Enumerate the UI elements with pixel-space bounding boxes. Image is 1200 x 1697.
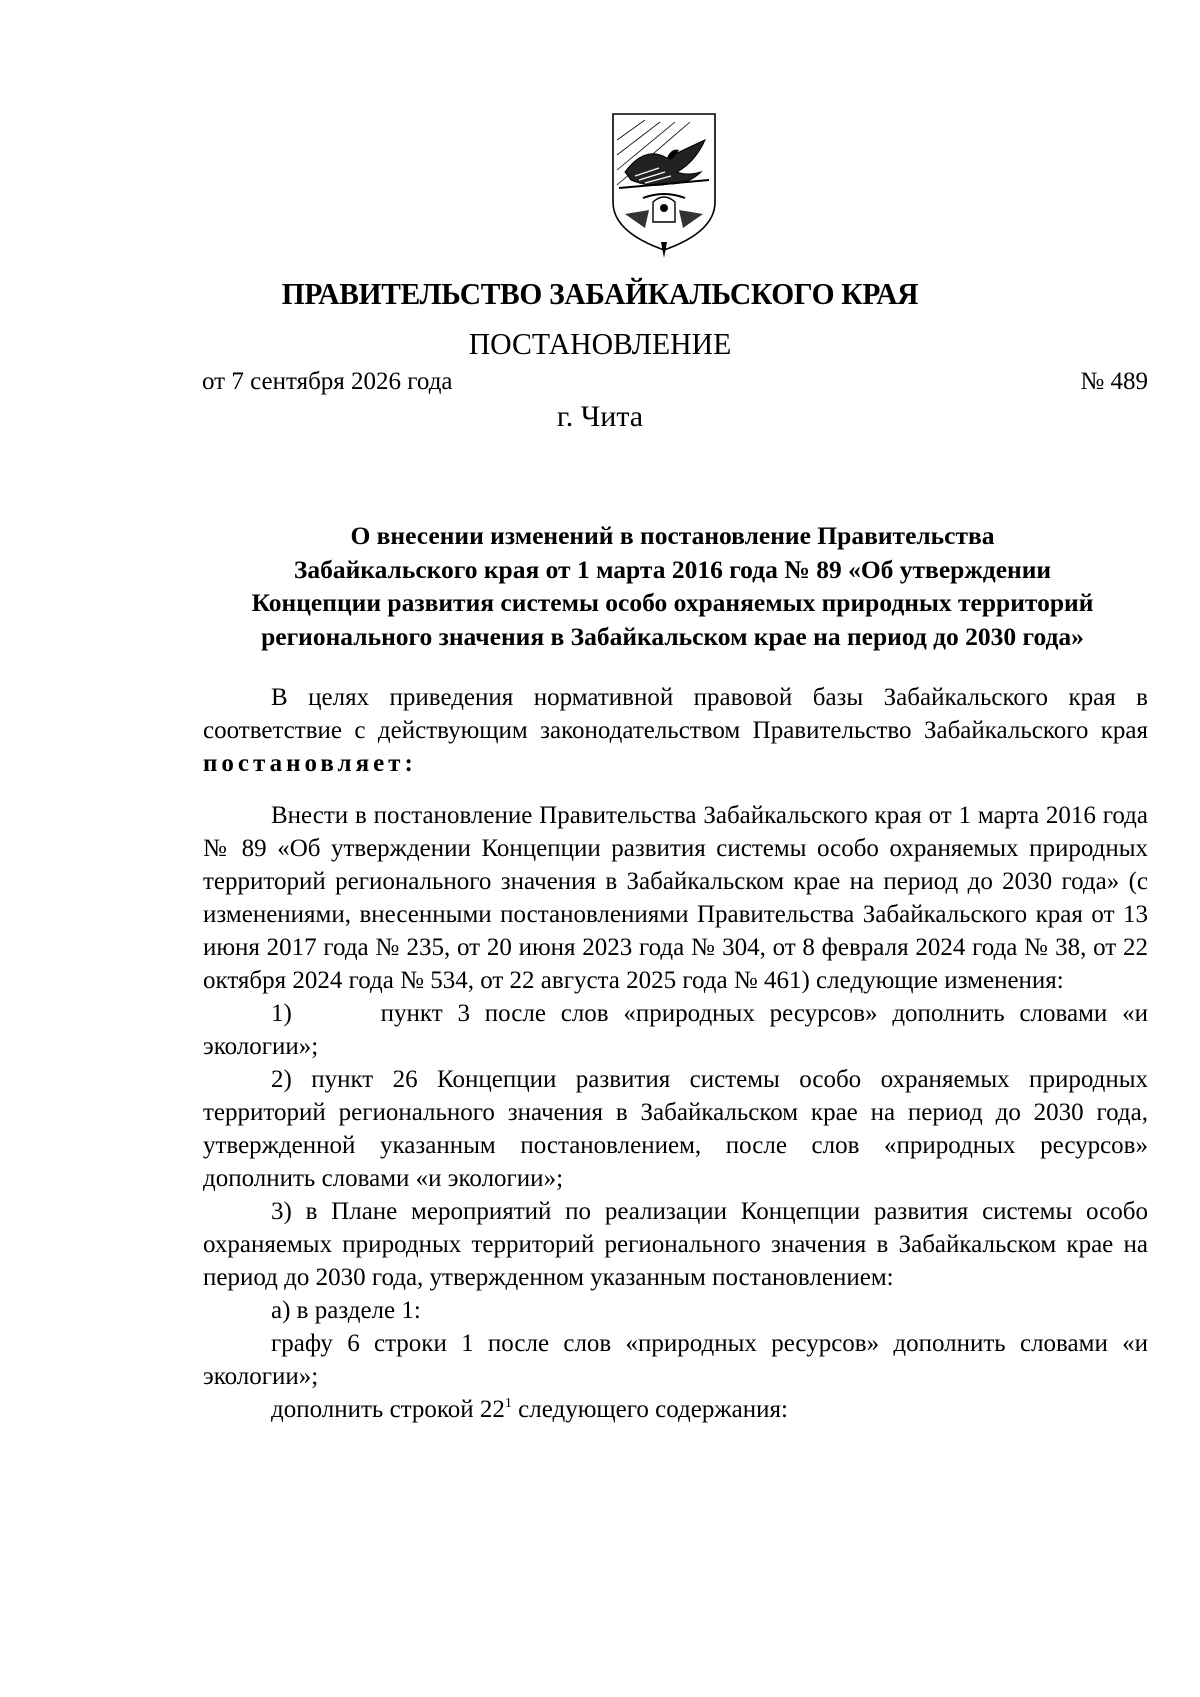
heading-line: О внесении изменений в постановление Правительства xyxy=(350,521,995,550)
document-date: от 7 сентября 2026 года xyxy=(202,368,453,395)
document-type: ПОСТАНОВЛЕНИЕ xyxy=(468,326,732,361)
coat-of-arms-icon xyxy=(605,110,723,260)
document-heading xyxy=(200,519,1145,653)
amendment-item-1: 1) пункт 3 после слов «природных ресурсов» дополнить словами «и экологии»; xyxy=(203,1000,1148,1060)
row-superscript: 1 xyxy=(504,1396,512,1411)
subitem-a-change-2 xyxy=(203,1393,1148,1426)
decree-word: постановляет: xyxy=(203,750,417,777)
heading-line: Концепции развития системы особо охраняемых природных территорий xyxy=(251,588,1094,617)
amendment-item-3: 3) в Плане мероприятий по реализации Концепции развития системы особо охраняемых природных территорий регионального значения в Забайкальском крае на период до 2030 года, утвержденном указанным постановлением: xyxy=(203,1198,1148,1291)
organization-title: ПРАВИТЕЛЬСТВО ЗАБАЙКАЛЬСКОГО КРАЯ xyxy=(281,276,919,311)
document-city: г. Чита xyxy=(556,400,644,433)
subitem-a: а) в разделе 1: xyxy=(271,1297,421,1324)
amendments-intro: Внести в постановление Правительства Забайкальского края от 1 марта 2016 года № 89 «Об утверждении Концепции развития системы особо охраняемых природных территорий регионального значения в Забайкальском крае на период до 2030 года» (с изменениями, внесенными постановлениями Правительства Забайкальского края от 13 июня 2017 года № 235, от 20 июня 2023 года № 304, от 8 февраля 2024 года № 38, от 22 октября 2024 года № 534, от 22 августа 2025 года № 461) следующие изменения: xyxy=(203,802,1148,994)
document-number: № 489 xyxy=(1080,368,1148,395)
preamble-paragraph xyxy=(203,681,1148,780)
amendment-item-2: 2) пункт 26 Концепции развития системы особо охраняемых природных территорий регионального значения в Забайкальском крае на период до 2030 года, утвержденной указанным постановлением, после слов «природных ресурсов» дополнить словами «и экологии»; xyxy=(203,1066,1148,1192)
preamble-text: В целях приведения нормативной правовой базы Забайкальского края в соответствие с действующим законодательством Правительство Забайкальского края xyxy=(203,684,1148,744)
heading-line: регионального значения в Забайкальском крае на период до 2030 года» xyxy=(261,621,1084,651)
amendments-section xyxy=(203,799,1148,1426)
subitem-a-change-2-text: дополнить строкой 22 xyxy=(271,1396,505,1423)
subitem-a-change-1: графу 6 строки 1 после слов «природных ресурсов» дополнить словами «и экологии»; xyxy=(203,1330,1148,1390)
subitem-a-change-2-tail: следующего содержания: xyxy=(511,1396,788,1423)
heading-line: Забайкальского края от 1 марта 2016 года № 89 «Об утверждении xyxy=(293,554,1052,584)
